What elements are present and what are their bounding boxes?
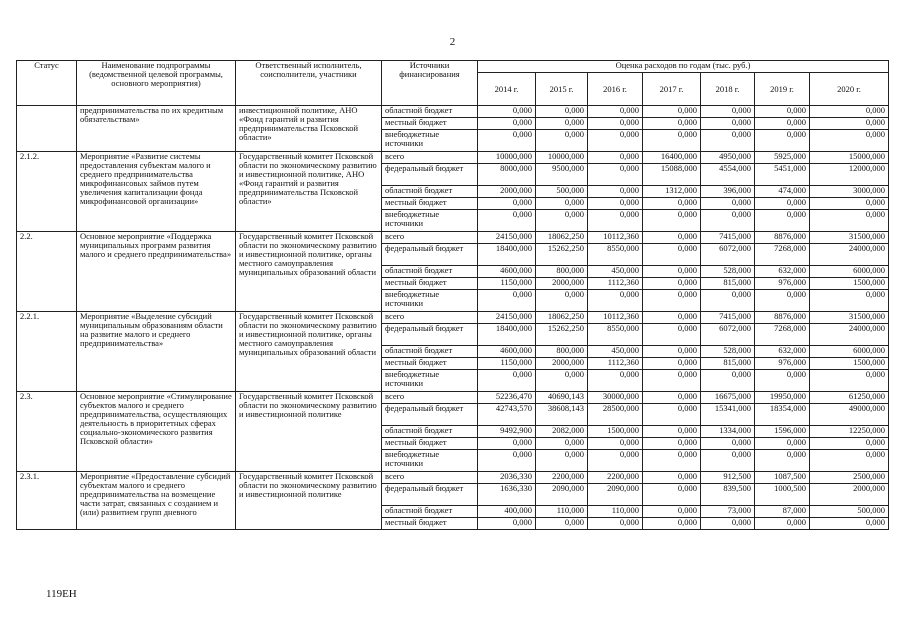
row-value: 0,000 <box>588 198 643 210</box>
row-value: 0,000 <box>643 404 701 426</box>
row-value: 0,000 <box>478 438 536 450</box>
row-value: 4600,000 <box>478 346 536 358</box>
row-value: 10112,360 <box>588 312 643 324</box>
row-value: 49000,000 <box>810 404 889 426</box>
row-value: 632,000 <box>755 346 810 358</box>
row-value: 0,000 <box>701 518 755 530</box>
row-value: 0,000 <box>755 130 810 152</box>
row-value: 0,000 <box>643 244 701 266</box>
row-value: 3000,000 <box>810 186 889 198</box>
table-header <box>17 61 889 106</box>
row-value: 0,000 <box>755 450 810 472</box>
row-executor: Государственный комитет Псковской области по экономическому развитию и инвестиционной политике <box>236 392 382 472</box>
row-value: 400,000 <box>478 506 536 518</box>
row-value: 839,500 <box>701 484 755 506</box>
row-value: 7415,000 <box>701 312 755 324</box>
row-value: 0,000 <box>536 290 588 312</box>
row-value: 10112,360 <box>588 232 643 244</box>
table-row <box>17 472 889 484</box>
row-value: 0,000 <box>701 290 755 312</box>
row-value: 0,000 <box>536 198 588 210</box>
row-executor: Государственный комитет Псковской области по экономическому развитию и инвестиционной политике, органы местного самоуправления муниципальных образований области <box>236 232 382 312</box>
row-value: 15262,250 <box>536 324 588 346</box>
row-value: 16675,000 <box>701 392 755 404</box>
row-value: 110,000 <box>588 506 643 518</box>
row-source: всего <box>382 392 478 404</box>
row-source: федеральный бюджет <box>382 404 478 426</box>
row-status: 2.2.1. <box>17 312 77 392</box>
row-value: 73,000 <box>701 506 755 518</box>
row-value: 0,000 <box>643 290 701 312</box>
row-value: 0,000 <box>810 290 889 312</box>
row-name: Основное мероприятие «Поддержка муниципальных программ развития малого и среднего предпринимательства» <box>77 232 236 312</box>
row-value: 0,000 <box>755 106 810 118</box>
row-value: 40690,143 <box>536 392 588 404</box>
row-value: 2200,000 <box>588 472 643 484</box>
row-value: 976,000 <box>755 358 810 370</box>
row-value: 15000,000 <box>810 152 889 164</box>
row-value: 0,000 <box>701 130 755 152</box>
row-source: местный бюджет <box>382 278 478 290</box>
row-value: 0,000 <box>810 370 889 392</box>
row-value: 0,000 <box>536 210 588 232</box>
row-value: 12000,000 <box>810 164 889 186</box>
row-value: 28500,000 <box>588 404 643 426</box>
row-value: 0,000 <box>643 118 701 130</box>
row-value: 1500,000 <box>810 278 889 290</box>
row-value: 0,000 <box>643 506 701 518</box>
row-value: 19950,000 <box>755 392 810 404</box>
row-value: 2200,000 <box>536 472 588 484</box>
row-value: 6072,000 <box>701 324 755 346</box>
row-value: 7268,000 <box>755 324 810 346</box>
row-value: 0,000 <box>536 438 588 450</box>
row-executor: инвестиционной политике, АНО «Фонд гарантий и развития предпринимательства Псковской области» <box>236 106 382 152</box>
row-value: 0,000 <box>536 450 588 472</box>
row-value: 0,000 <box>810 198 889 210</box>
row-value: 632,000 <box>755 266 810 278</box>
budget-table-wrapper <box>16 60 889 530</box>
row-value: 0,000 <box>643 130 701 152</box>
row-value: 1500,000 <box>588 426 643 438</box>
row-value: 0,000 <box>810 106 889 118</box>
row-value: 0,000 <box>755 198 810 210</box>
row-value: 61250,000 <box>810 392 889 404</box>
row-value: 450,000 <box>588 266 643 278</box>
row-value: 31500,000 <box>810 312 889 324</box>
row-source: всего <box>382 312 478 324</box>
row-value: 0,000 <box>588 152 643 164</box>
header-sources: Источники финансирования <box>382 61 478 106</box>
row-value: 0,000 <box>536 118 588 130</box>
row-source: местный бюджет <box>382 438 478 450</box>
row-value: 0,000 <box>701 118 755 130</box>
row-value: 0,000 <box>755 210 810 232</box>
row-source: всего <box>382 472 478 484</box>
row-name: Мероприятие «Выделение субсидий муниципальным образованиям области на развитие малого и среднего предпринимательства» <box>77 312 236 392</box>
row-value: 0,000 <box>536 130 588 152</box>
row-value: 0,000 <box>478 118 536 130</box>
row-value: 0,000 <box>643 438 701 450</box>
row-value: 1112,360 <box>588 358 643 370</box>
row-value: 0,000 <box>755 370 810 392</box>
row-value: 24000,000 <box>810 324 889 346</box>
row-value: 0,000 <box>810 438 889 450</box>
row-status: 2.2. <box>17 232 77 312</box>
row-value: 8000,000 <box>478 164 536 186</box>
row-value: 0,000 <box>588 438 643 450</box>
row-value: 0,000 <box>588 106 643 118</box>
row-value: 0,000 <box>536 106 588 118</box>
row-value: 2036,330 <box>478 472 536 484</box>
row-value: 0,000 <box>478 198 536 210</box>
row-status <box>17 106 77 152</box>
row-value: 1087,500 <box>755 472 810 484</box>
row-value: 9492,900 <box>478 426 536 438</box>
row-value: 15341,000 <box>701 404 755 426</box>
header-year: 2018 г. <box>701 73 755 106</box>
row-value: 0,000 <box>588 210 643 232</box>
row-source: областной бюджет <box>382 266 478 278</box>
row-value: 42743,570 <box>478 404 536 426</box>
row-value: 0,000 <box>643 358 701 370</box>
row-value: 500,000 <box>810 506 889 518</box>
row-value: 0,000 <box>588 130 643 152</box>
row-value: 8876,000 <box>755 232 810 244</box>
row-value: 0,000 <box>755 518 810 530</box>
row-source: внебюджетные источники <box>382 130 478 152</box>
row-value: 0,000 <box>755 118 810 130</box>
row-value: 1596,000 <box>755 426 810 438</box>
row-source: федеральный бюджет <box>382 484 478 506</box>
row-name: Мероприятие «Развитие системы предоставления субъектам малого и среднего предпринимательства микрофинансовых займов путем увеличения капитализации фонда микрофинансовой организации» <box>77 152 236 232</box>
row-executor: Государственный комитет Псковской области по экономическому развитию и инвестиционной политике, органы местного самоуправления муниципальных образований области <box>236 312 382 392</box>
row-status: 2.3. <box>17 392 77 472</box>
row-value: 4600,000 <box>478 266 536 278</box>
row-status: 2.3.1. <box>17 472 77 530</box>
row-value: 12250,000 <box>810 426 889 438</box>
row-value: 0,000 <box>536 370 588 392</box>
row-value: 18400,000 <box>478 324 536 346</box>
budget-table <box>16 60 889 530</box>
row-value: 15088,000 <box>643 164 701 186</box>
header-status: Статус <box>17 61 77 106</box>
table-row <box>17 152 889 164</box>
row-value: 0,000 <box>810 210 889 232</box>
row-value: 0,000 <box>701 450 755 472</box>
document-code: 119ЕН <box>46 588 77 600</box>
row-value: 10000,000 <box>536 152 588 164</box>
row-value: 0,000 <box>643 484 701 506</box>
row-value: 0,000 <box>755 438 810 450</box>
row-value: 0,000 <box>643 312 701 324</box>
table-body <box>17 106 889 530</box>
row-value: 0,000 <box>701 106 755 118</box>
row-value: 7268,000 <box>755 244 810 266</box>
row-value: 8550,000 <box>588 244 643 266</box>
row-value: 15262,250 <box>536 244 588 266</box>
row-value: 0,000 <box>701 370 755 392</box>
row-source: областной бюджет <box>382 186 478 198</box>
row-value: 1112,360 <box>588 278 643 290</box>
row-source: местный бюджет <box>382 198 478 210</box>
row-value: 2082,000 <box>536 426 588 438</box>
row-value: 0,000 <box>588 370 643 392</box>
row-value: 1500,000 <box>810 358 889 370</box>
row-value: 0,000 <box>478 370 536 392</box>
row-value: 0,000 <box>643 426 701 438</box>
row-value: 10000,000 <box>478 152 536 164</box>
row-source: внебюджетные источники <box>382 290 478 312</box>
row-value: 976,000 <box>755 278 810 290</box>
row-value: 0,000 <box>643 198 701 210</box>
row-source: внебюджетные источники <box>382 210 478 232</box>
row-value: 2000,000 <box>536 278 588 290</box>
row-value: 0,000 <box>478 518 536 530</box>
row-source: внебюджетные источники <box>382 450 478 472</box>
row-value: 87,000 <box>755 506 810 518</box>
row-value: 1150,000 <box>478 358 536 370</box>
row-value: 5451,000 <box>755 164 810 186</box>
row-source: областной бюджет <box>382 346 478 358</box>
row-value: 1000,500 <box>755 484 810 506</box>
row-value: 0,000 <box>643 450 701 472</box>
row-value: 7415,000 <box>701 232 755 244</box>
row-source: внебюджетные источники <box>382 370 478 392</box>
row-value: 52236,470 <box>478 392 536 404</box>
row-source: федеральный бюджет <box>382 244 478 266</box>
row-value: 0,000 <box>643 106 701 118</box>
row-value: 0,000 <box>478 210 536 232</box>
row-value: 4950,000 <box>701 152 755 164</box>
row-value: 2500,000 <box>810 472 889 484</box>
row-value: 1150,000 <box>478 278 536 290</box>
row-value: 0,000 <box>701 210 755 232</box>
row-value: 0,000 <box>536 518 588 530</box>
page-number: 2 <box>449 36 456 48</box>
row-value: 0,000 <box>478 130 536 152</box>
header-name: Наименование подпрограммы (ведомственной целевой программы, основного мероприятия) <box>77 61 236 106</box>
header-year: 2016 г. <box>588 73 643 106</box>
row-value: 0,000 <box>588 290 643 312</box>
row-value: 0,000 <box>643 472 701 484</box>
row-value: 0,000 <box>478 450 536 472</box>
row-value: 0,000 <box>588 450 643 472</box>
row-value: 8550,000 <box>588 324 643 346</box>
row-value: 1312,000 <box>643 186 701 198</box>
row-value: 38608,143 <box>536 404 588 426</box>
row-value: 30000,000 <box>588 392 643 404</box>
row-value: 912,500 <box>701 472 755 484</box>
row-value: 528,000 <box>701 346 755 358</box>
row-value: 0,000 <box>588 518 643 530</box>
row-source: областной бюджет <box>382 106 478 118</box>
header-year: 2017 г. <box>643 73 701 106</box>
row-value: 0,000 <box>643 370 701 392</box>
row-source: местный бюджет <box>382 118 478 130</box>
table-row <box>17 106 889 118</box>
row-value: 500,000 <box>536 186 588 198</box>
row-value: 0,000 <box>478 106 536 118</box>
row-value: 0,000 <box>701 198 755 210</box>
row-source: федеральный бюджет <box>382 164 478 186</box>
row-value: 8876,000 <box>755 312 810 324</box>
row-value: 4554,000 <box>701 164 755 186</box>
row-source: областной бюджет <box>382 506 478 518</box>
row-value: 0,000 <box>643 518 701 530</box>
row-value: 2090,000 <box>536 484 588 506</box>
header-year: 2014 г. <box>478 73 536 106</box>
row-name: Основное мероприятие «Стимулирование субъектов малого и среднего предпринимательства, осуществляющих деятельность в приоритетных сферах социально-экономического развития Псковской области» <box>77 392 236 472</box>
row-value: 0,000 <box>643 346 701 358</box>
row-value: 6000,000 <box>810 346 889 358</box>
row-value: 24150,000 <box>478 232 536 244</box>
row-value: 0,000 <box>810 518 889 530</box>
row-name: предпринимательства по их кредитным обязательствам» <box>77 106 236 152</box>
header-estimate: Оценка расходов по годам (тыс. руб.) <box>478 61 889 73</box>
row-name: Мероприятие «Предоставление субсидий субъектам малого и среднего предпринимательства на возмещение части затрат, связанных с созданием и (или) развитием групп дневного <box>77 472 236 530</box>
table-row <box>17 232 889 244</box>
row-value: 2000,000 <box>536 358 588 370</box>
row-value: 396,000 <box>701 186 755 198</box>
row-value: 0,000 <box>810 450 889 472</box>
row-value: 0,000 <box>588 118 643 130</box>
row-value: 0,000 <box>643 232 701 244</box>
row-value: 110,000 <box>536 506 588 518</box>
row-value: 18400,000 <box>478 244 536 266</box>
row-value: 474,000 <box>755 186 810 198</box>
row-value: 0,000 <box>588 186 643 198</box>
row-source: всего <box>382 152 478 164</box>
row-source: местный бюджет <box>382 358 478 370</box>
row-value: 0,000 <box>643 210 701 232</box>
row-value: 0,000 <box>810 118 889 130</box>
row-value: 16400,000 <box>643 152 701 164</box>
row-value: 450,000 <box>588 346 643 358</box>
row-status: 2.1.2. <box>17 152 77 232</box>
row-value: 0,000 <box>588 164 643 186</box>
row-value: 2000,000 <box>810 484 889 506</box>
row-value: 1334,000 <box>701 426 755 438</box>
row-value: 800,000 <box>536 266 588 278</box>
row-executor: Государственный комитет Псковской области по экономическому развитию и инвестиционной политике, АНО «Фонд гарантий и развития предпринимательства Псковской области» <box>236 152 382 232</box>
row-value: 2000,000 <box>478 186 536 198</box>
row-value: 2090,000 <box>588 484 643 506</box>
row-value: 0,000 <box>643 324 701 346</box>
row-value: 6072,000 <box>701 244 755 266</box>
header-year: 2020 г. <box>810 73 889 106</box>
row-value: 5925,000 <box>755 152 810 164</box>
row-value: 0,000 <box>478 290 536 312</box>
row-value: 528,000 <box>701 266 755 278</box>
row-value: 0,000 <box>643 266 701 278</box>
row-source: областной бюджет <box>382 426 478 438</box>
table-row <box>17 312 889 324</box>
row-value: 6000,000 <box>810 266 889 278</box>
row-value: 24000,000 <box>810 244 889 266</box>
row-source: федеральный бюджет <box>382 324 478 346</box>
row-value: 9500,000 <box>536 164 588 186</box>
row-value: 31500,000 <box>810 232 889 244</box>
header-year: 2015 г. <box>536 73 588 106</box>
row-value: 24150,000 <box>478 312 536 324</box>
header-year: 2019 г. <box>755 73 810 106</box>
row-value: 815,000 <box>701 278 755 290</box>
row-value: 0,000 <box>701 438 755 450</box>
row-executor: Государственный комитет Псковской области по экономическому развитию и инвестиционной политике <box>236 472 382 530</box>
row-source: местный бюджет <box>382 518 478 530</box>
row-value: 0,000 <box>755 290 810 312</box>
row-value: 18062,250 <box>536 312 588 324</box>
row-value: 800,000 <box>536 346 588 358</box>
row-value: 18062,250 <box>536 232 588 244</box>
header-executor: Ответственный исполнитель, соисполнители, участники <box>236 61 382 106</box>
row-value: 18354,000 <box>755 404 810 426</box>
table-row <box>17 392 889 404</box>
row-value: 1636,330 <box>478 484 536 506</box>
row-value: 0,000 <box>643 392 701 404</box>
row-value: 0,000 <box>810 130 889 152</box>
row-value: 0,000 <box>643 278 701 290</box>
row-value: 815,000 <box>701 358 755 370</box>
row-source: всего <box>382 232 478 244</box>
